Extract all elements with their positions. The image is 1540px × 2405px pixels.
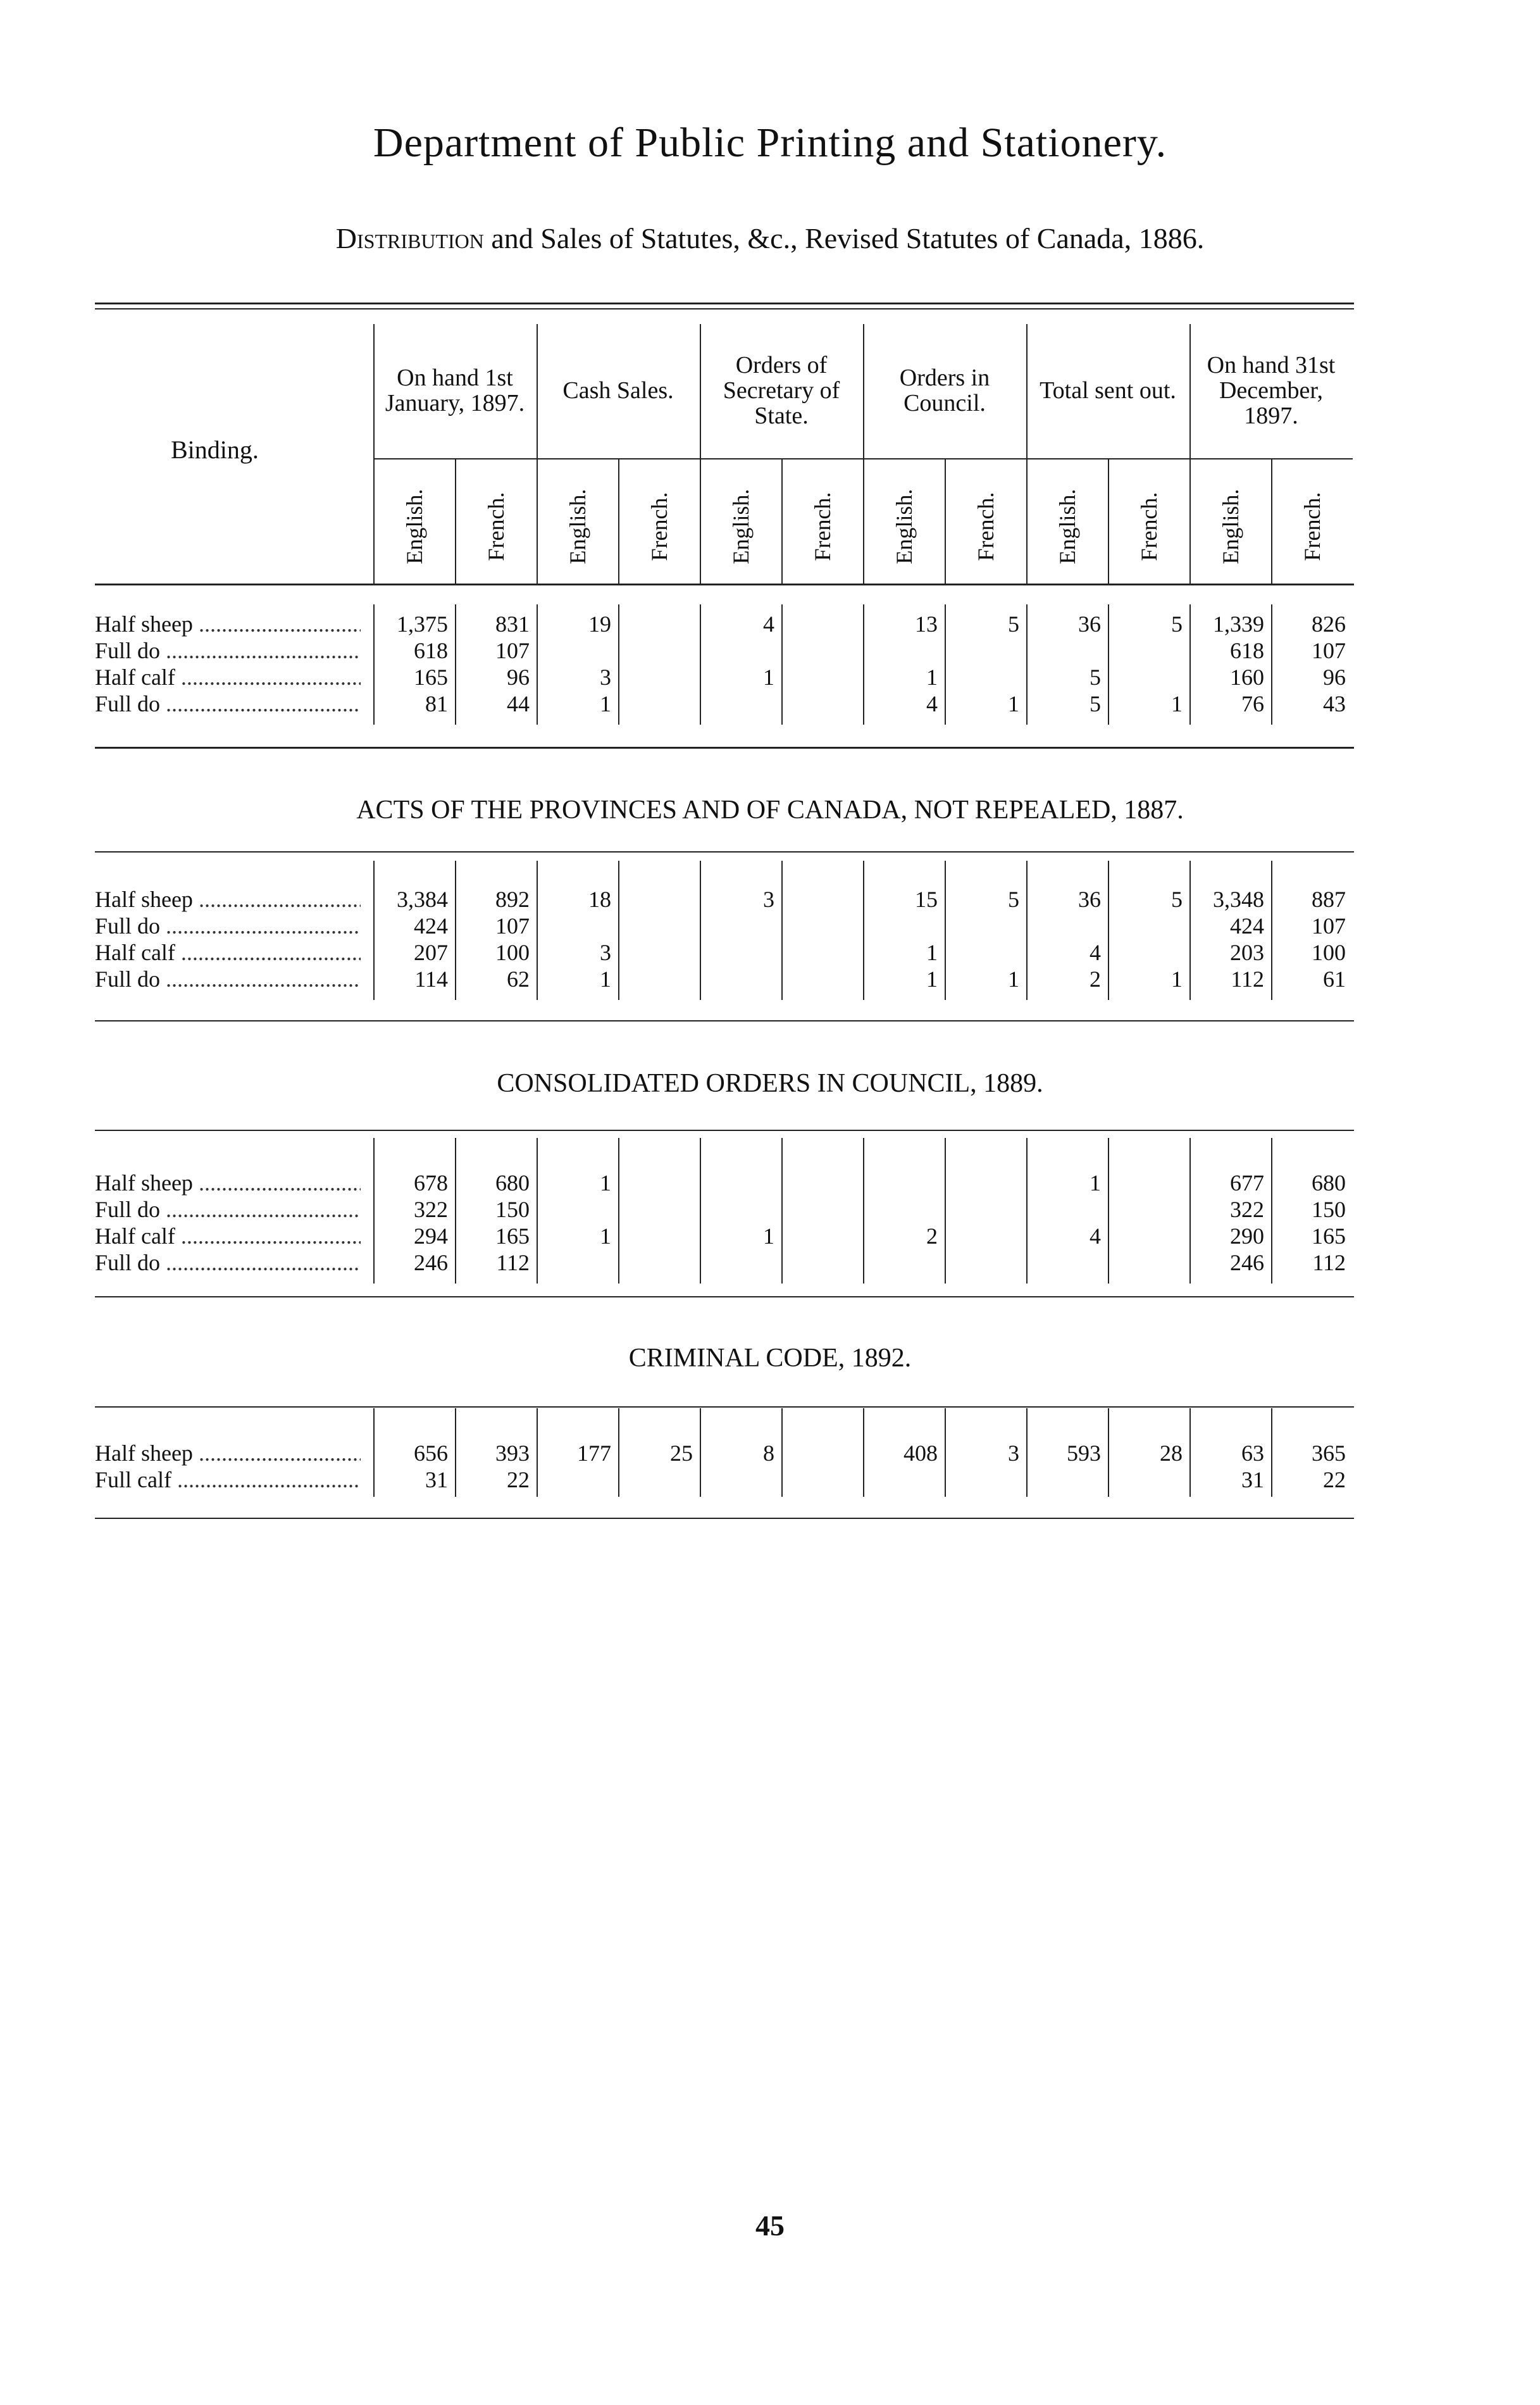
subhead-french: French.	[483, 492, 509, 561]
table-cell: 112	[496, 1250, 530, 1275]
col-divider	[537, 861, 538, 1000]
col-group-cash-sales: Cash Sales.	[562, 377, 674, 404]
table-cell: 207	[414, 940, 448, 965]
col-group-orders-in-council: Orders in Council.	[899, 365, 990, 416]
table-cell: 1	[763, 1223, 774, 1249]
col-divider	[537, 1408, 538, 1497]
table-cell: 165	[495, 1223, 530, 1249]
table-cell: 1	[600, 691, 611, 716]
col-divider	[1271, 1408, 1272, 1497]
row-label: Full do .....	[95, 913, 361, 939]
table-cell: 5	[1008, 887, 1019, 912]
col-divider	[455, 861, 456, 1000]
col-divider	[945, 604, 946, 725]
table-cell: 618	[1230, 638, 1264, 663]
table-cell: 3,384	[397, 887, 448, 912]
table-cell: 1,339	[1213, 611, 1264, 637]
section-rule	[95, 1296, 1354, 1297]
col-divider	[781, 1138, 783, 1284]
table-cell: 18	[588, 887, 611, 912]
col-divider	[373, 1138, 375, 1284]
subhead-english: English.	[1055, 489, 1080, 565]
table-cell: 1	[600, 1170, 611, 1196]
table-cell: 63	[1241, 1440, 1264, 1466]
col-divider	[1026, 604, 1028, 725]
table-row	[95, 1196, 1354, 1221]
subhead-french: French.	[973, 492, 998, 561]
table-cell: 81	[425, 691, 448, 716]
table-cell: 1,375	[397, 611, 448, 637]
table-row	[95, 939, 1354, 965]
table-cell: 4	[926, 691, 938, 716]
table-cell: 826	[1312, 611, 1346, 637]
section-rule	[95, 1020, 1354, 1021]
section-rule	[95, 747, 1354, 749]
col-divider	[1271, 861, 1272, 1000]
col-divider	[863, 1408, 864, 1497]
col-divider	[618, 861, 619, 1000]
col-divider	[618, 1408, 619, 1497]
table-cell: 13	[915, 611, 938, 637]
table-cell: 96	[1323, 665, 1346, 690]
table-cell: 5	[1008, 611, 1019, 637]
table-cell: 892	[495, 887, 530, 912]
subhead-english: English.	[565, 489, 590, 565]
col-divider	[1189, 1408, 1191, 1497]
table-cell: 1	[1090, 1170, 1101, 1196]
table-cell: 424	[1230, 913, 1264, 939]
section-title: ACTS OF THE PROVINCES AND OF CANADA, NOT REPEALED, 1887.	[356, 796, 1184, 825]
col-divider	[700, 1138, 701, 1284]
table-row	[95, 886, 1354, 911]
subhead-english: English.	[728, 489, 754, 565]
table-cell: 44	[507, 691, 530, 716]
table-cell: 593	[1067, 1440, 1101, 1466]
table-cell: 107	[495, 638, 530, 663]
section-statutes	[95, 611, 1354, 725]
table-cell: 4	[1090, 940, 1101, 965]
table-row	[95, 1440, 1354, 1465]
row-label: Half sheep .....	[95, 611, 361, 637]
table-cell: 15	[915, 887, 938, 912]
subhead-english: English.	[891, 489, 917, 565]
col-divider	[618, 604, 619, 725]
col-divider	[781, 604, 783, 725]
table-cell: 677	[1230, 1170, 1264, 1196]
col-divider	[1108, 1138, 1109, 1284]
table-cell: 3	[600, 940, 611, 965]
col-divider	[1108, 604, 1109, 725]
table-cell: 678	[414, 1170, 448, 1196]
table-cell: 3	[600, 665, 611, 690]
table-cell: 246	[414, 1250, 448, 1275]
table-cell: 112	[1231, 966, 1264, 992]
row-label: Half sheep .....	[95, 1170, 361, 1196]
row-label: Half sheep .....	[95, 1440, 361, 1466]
col-divider	[1189, 861, 1191, 1000]
col-divider	[373, 604, 375, 725]
col-divider	[1026, 861, 1028, 1000]
table-cell: 1	[1171, 966, 1183, 992]
col-divider	[700, 861, 701, 1000]
table-cell: 3	[763, 887, 774, 912]
table-cell: 294	[414, 1223, 448, 1249]
table-row	[95, 1466, 1354, 1492]
page-number: 45	[755, 2209, 785, 2242]
table-cell: 5	[1171, 887, 1183, 912]
table-row	[95, 611, 1354, 636]
table-cell: 1	[1008, 966, 1019, 992]
subhead-english: English.	[1218, 489, 1243, 565]
table-cell: 1	[926, 940, 938, 965]
table-subtitle	[0, 222, 1540, 255]
row-label: Full do .....	[95, 1249, 361, 1276]
col-divider	[455, 1408, 456, 1497]
table-cell: 112	[1312, 1250, 1346, 1275]
table-cell: 36	[1078, 611, 1101, 637]
table-cell: 680	[1312, 1170, 1346, 1196]
table-cell: 831	[495, 611, 530, 637]
table-row	[95, 1223, 1354, 1248]
table-cell: 5	[1090, 665, 1101, 690]
row-label: Full do .....	[95, 1196, 361, 1223]
table-cell: 5	[1171, 611, 1183, 637]
table-cell: 76	[1241, 691, 1264, 716]
col-group-secretary-of-state: Orders of Secretary of State.	[723, 352, 840, 429]
section-criminal-code	[95, 1440, 1354, 1497]
table-cell: 1	[1008, 691, 1019, 716]
col-divider	[1271, 1138, 1272, 1284]
row-label: Full do .....	[95, 966, 361, 992]
table-cell: 2	[926, 1223, 938, 1249]
table-header	[95, 324, 1354, 584]
section-rule	[95, 1406, 1354, 1408]
table-cell: 290	[1230, 1223, 1264, 1249]
col-divider	[945, 861, 946, 1000]
table-cell: 1	[926, 966, 938, 992]
col-divider	[1026, 1138, 1028, 1284]
subhead-english: English.	[402, 489, 427, 565]
table-cell: 656	[414, 1440, 448, 1466]
table-cell: 3,348	[1213, 887, 1264, 912]
col-divider	[1189, 604, 1191, 725]
table-cell: 1	[926, 665, 938, 690]
table-cell: 5	[1090, 691, 1101, 716]
header-top-rule	[95, 303, 1354, 309]
table-cell: 25	[670, 1440, 693, 1466]
table-cell: 150	[1312, 1197, 1346, 1222]
col-divider	[455, 604, 456, 725]
table-cell: 4	[1090, 1223, 1101, 1249]
table-cell: 177	[577, 1440, 611, 1466]
col-divider	[781, 861, 783, 1000]
table-cell: 19	[588, 611, 611, 637]
table-cell: 62	[507, 966, 530, 992]
table-row	[95, 664, 1354, 689]
table-cell: 1	[600, 1223, 611, 1249]
col-divider	[781, 1408, 783, 1497]
col-divider	[537, 1138, 538, 1284]
table-cell: 96	[507, 665, 530, 690]
table-cell: 100	[495, 940, 530, 965]
row-label: Full do .....	[95, 690, 361, 717]
table-cell: 31	[425, 1467, 448, 1492]
table-cell: 114	[414, 966, 448, 992]
table-cell: 61	[1323, 966, 1346, 992]
section-title: CONSOLIDATED ORDERS IN COUNCIL, 1889.	[497, 1069, 1043, 1098]
row-label: Half calf .....	[95, 664, 361, 690]
table-cell: 31	[1241, 1467, 1264, 1492]
table-cell: 165	[414, 665, 448, 690]
table-cell: 246	[1230, 1250, 1264, 1275]
col-divider	[1026, 1408, 1028, 1497]
table-cell: 2	[1090, 966, 1101, 992]
table-cell: 3	[1008, 1440, 1019, 1466]
col-group-on-hand-dec: On hand 31st December, 1897.	[1207, 352, 1336, 429]
section-title: CRIMINAL CODE, 1892.	[628, 1344, 912, 1373]
subhead-french: French.	[1136, 492, 1162, 561]
row-label: Half calf .....	[95, 939, 361, 966]
table-cell: 365	[1312, 1440, 1346, 1466]
col-divider	[373, 1408, 375, 1497]
table-cell: 322	[1230, 1197, 1264, 1222]
table-row	[95, 637, 1354, 663]
col-divider	[945, 1138, 946, 1284]
col-divider	[373, 861, 375, 1000]
section-rule	[95, 851, 1354, 853]
col-divider	[863, 861, 864, 1000]
subtitle-rest: and Sales of Statutes, &c., Revised Statutes of Canada, 1886.	[483, 222, 1205, 254]
table-cell: 393	[495, 1440, 530, 1466]
table-cell: 1	[763, 665, 774, 690]
table-cell: 28	[1160, 1440, 1183, 1466]
table-cell: 22	[1323, 1467, 1346, 1492]
section-orders-in-council	[95, 1170, 1354, 1284]
col-divider	[455, 1138, 456, 1284]
table-cell: 1	[600, 966, 611, 992]
col-divider	[1189, 1138, 1191, 1284]
section-rule	[95, 1518, 1354, 1519]
section-acts	[95, 886, 1354, 1000]
col-divider	[618, 1138, 619, 1284]
table-cell: 107	[1312, 913, 1346, 939]
col-divider	[945, 1408, 946, 1497]
row-label: Full do .....	[95, 637, 361, 664]
table-cell: 424	[414, 913, 448, 939]
table-row	[95, 1170, 1354, 1195]
section-rule	[95, 1130, 1354, 1131]
table-cell: 100	[1312, 940, 1346, 965]
header-bottom-rule	[95, 584, 1354, 585]
col-divider	[1271, 604, 1272, 725]
binding-heading: Binding.	[171, 435, 259, 464]
table-cell: 165	[1312, 1223, 1346, 1249]
table-row	[95, 913, 1354, 938]
table-cell: 107	[1312, 638, 1346, 663]
row-label: Full calf .....	[95, 1466, 361, 1493]
table-cell: 8	[763, 1440, 774, 1466]
table-row	[95, 690, 1354, 716]
col-divider	[1108, 1408, 1109, 1497]
page-title: Department of Public Printing and Stationery.	[373, 120, 1167, 166]
table-cell: 43	[1323, 691, 1346, 716]
subhead-french: French.	[647, 492, 672, 561]
table-cell: 1	[1171, 691, 1183, 716]
table-cell: 322	[414, 1197, 448, 1222]
table-cell: 680	[495, 1170, 530, 1196]
table-cell: 408	[904, 1440, 938, 1466]
col-divider	[700, 604, 701, 725]
table-cell: 4	[763, 611, 774, 637]
table-cell: 36	[1078, 887, 1101, 912]
table-cell: 618	[414, 638, 448, 663]
col-divider	[537, 604, 538, 725]
subhead-french: French.	[810, 492, 835, 561]
table-cell: 150	[495, 1197, 530, 1222]
subtitle-prefix: Distribution	[335, 222, 484, 254]
col-divider	[863, 1138, 864, 1284]
row-label: Half sheep .....	[95, 886, 361, 913]
table-cell: 203	[1230, 940, 1264, 965]
col-group-on-hand-jan: On hand 1st January, 1897.	[385, 365, 525, 416]
table-cell: 107	[495, 913, 530, 939]
col-group-total-sent-out: Total sent out.	[1040, 377, 1176, 404]
table-cell: 22	[507, 1467, 530, 1492]
table-cell: 160	[1230, 665, 1264, 690]
table-cell: 887	[1312, 887, 1346, 912]
col-divider	[863, 604, 864, 725]
col-divider	[1108, 861, 1109, 1000]
subhead-french: French.	[1300, 492, 1325, 561]
row-label: Half calf .....	[95, 1223, 361, 1249]
table-row	[95, 1249, 1354, 1275]
col-divider	[700, 1408, 701, 1497]
table-row	[95, 966, 1354, 991]
